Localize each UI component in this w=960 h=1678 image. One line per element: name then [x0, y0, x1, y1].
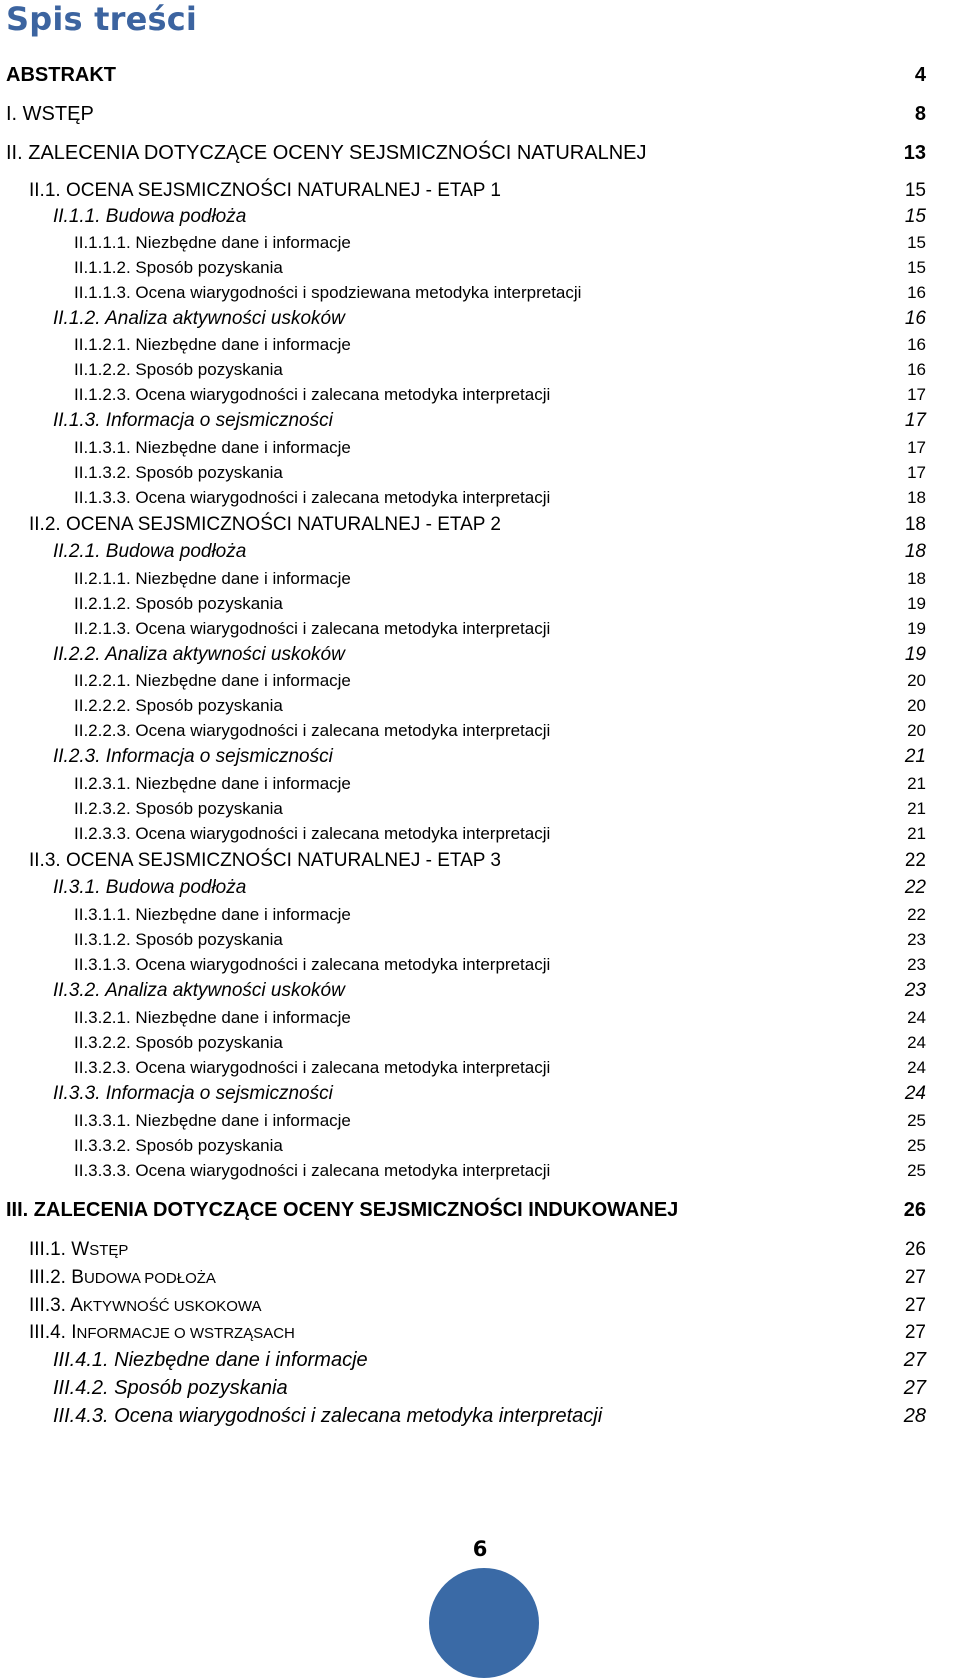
toc-entry-page: 25 [907, 1111, 926, 1130]
toc-entry-label: II.2.3. Informacja o sejsmiczności [53, 746, 333, 767]
toc-entry-page: 16 [907, 335, 926, 354]
toc-entry[interactable] [0, 1237, 960, 1263]
toc-entry-page: 17 [907, 385, 926, 404]
toc-entry-page: 16 [907, 360, 926, 379]
toc-entry[interactable] [0, 693, 960, 719]
toc-entry-label: II.2.1. Budowa podłoża [53, 541, 247, 562]
toc-entry-page: 23 [907, 930, 926, 949]
toc-entry[interactable] [0, 178, 960, 204]
toc-entry-page: 28 [903, 1404, 926, 1427]
toc-entry[interactable] [0, 718, 960, 744]
toc-entry-abstrakt[interactable] [0, 62, 960, 88]
toc-entry-rest: STĘP [89, 1242, 129, 1259]
toc-entry[interactable] [0, 1133, 960, 1159]
toc-entry-label: II.3.3.3. Ocena wiarygodności i zalecana metodyka interpretacji [74, 1161, 551, 1180]
toc-entry-page: 17 [904, 410, 926, 431]
toc-entry-page: 20 [907, 671, 926, 690]
toc-entry-page: 22 [907, 905, 926, 924]
toc-entry-page: 24 [904, 1083, 926, 1104]
toc-entry-page: 25 [907, 1161, 926, 1180]
toc-entry-page: 27 [903, 1376, 926, 1399]
toc-entry-label: II.1.3.3. Ocena wiarygodności i zalecana metodyka interpretacji [74, 488, 551, 507]
toc-entry-number: III.2. [29, 1267, 72, 1288]
toc-entry-page: 26 [903, 1198, 926, 1221]
toc-entry-initial: A [70, 1295, 83, 1316]
toc-entry-label: II.3.2.2. Sposób pozyskania [74, 1033, 283, 1052]
toc-entry[interactable] [0, 875, 960, 901]
toc-entry-label: II.2.2.1. Niezbędne dane i informacje [74, 671, 351, 690]
toc-entry-label [29, 1295, 262, 1317]
toc-entry-label: II.3.3.1. Niezbędne dane i informacje [74, 1111, 351, 1130]
toc-entry-label: II.3.1.1. Niezbędne dane i informacje [74, 905, 351, 924]
toc-entry[interactable] [0, 642, 960, 668]
toc-entry-wstep[interactable] [0, 101, 960, 127]
toc-entry[interactable] [0, 1347, 960, 1373]
toc-entry-label: II.3.2.1. Niezbędne dane i informacje [74, 1008, 351, 1027]
toc-entry-page: 27 [904, 1295, 926, 1316]
page-number: 6 [472, 1537, 488, 1561]
toc-entry-label: II.3.1.3. Ocena wiarygodności i zalecana metodyka interpretacji [74, 955, 551, 974]
toc-entry[interactable] [0, 978, 960, 1004]
toc-entry[interactable] [0, 1403, 960, 1429]
toc-entry[interactable] [0, 821, 960, 847]
toc-entry-label: II.1.1.3. Ocena wiarygodności i spodziewana metodyka interpretacji [74, 283, 582, 302]
toc-entry-page: 15 [904, 180, 926, 201]
toc-entry-page: 19 [907, 594, 926, 613]
toc-entry[interactable] [0, 668, 960, 694]
toc-entry-label: II.3.3. Informacja o sejsmiczności [53, 1083, 333, 1104]
toc-entry-initial: W [71, 1239, 90, 1260]
toc-entry-page: 4 [914, 63, 926, 86]
toc-entry-page: 26 [904, 1239, 926, 1260]
toc-entry[interactable] [0, 902, 960, 928]
toc-entry-page: 23 [907, 955, 926, 974]
toc-entry[interactable] [0, 616, 960, 642]
toc-entry-page: 20 [907, 721, 926, 740]
footer-decoration [429, 1568, 539, 1678]
toc-entry-label: II.1.2. Analiza aktywności uskoków [53, 308, 345, 329]
toc-entry[interactable] [0, 1055, 960, 1081]
toc-entry-page: 21 [907, 799, 926, 818]
toc-entry-label: II.1.3.2. Sposób pozyskania [74, 463, 283, 482]
toc-entry-number: III.4. [29, 1322, 72, 1343]
toc-entry[interactable] [0, 744, 960, 770]
toc-entry[interactable] [0, 1005, 960, 1031]
toc-entry-page: 16 [904, 308, 926, 329]
toc-entry-page: 27 [903, 1348, 926, 1371]
toc-entry-page: 16 [907, 283, 926, 302]
toc-entry[interactable] [0, 952, 960, 978]
toc-entry[interactable] [0, 591, 960, 617]
page-title: Spis treści [6, 0, 198, 38]
toc-entry-page: 23 [904, 980, 926, 1001]
toc-entry[interactable] [0, 848, 960, 874]
toc-entry-label: II.3.1. Budowa podłoża [53, 877, 247, 898]
toc-entry-label: II.1.1.2. Sposób pozyskania [74, 258, 283, 277]
toc-entry-label: II.1.2.3. Ocena wiarygodności i zalecana metodyka interpretacji [74, 385, 551, 404]
toc-entry-page: 27 [904, 1267, 926, 1288]
toc-entry-label: III.4.3. Ocena wiarygodności i zalecana metodyka interpretacji [53, 1404, 603, 1427]
toc-entry-label: III. ZALECENIA DOTYCZĄCE OCENY SEJSMICZNOŚCI INDUKOWANEJ [6, 1198, 679, 1221]
toc-entry-label: II.1.2.2. Sposób pozyskania [74, 360, 283, 379]
toc-entry-label: II.1.1.1. Niezbędne dane i informacje [74, 233, 351, 252]
toc-entry-page: 24 [907, 1008, 926, 1027]
toc-entry-rest: KTYWNOŚĆ USKOKOWA [82, 1298, 262, 1315]
toc-entry-label [29, 1267, 216, 1289]
toc-entry-label: II.2.1.2. Sposób pozyskania [74, 594, 283, 613]
toc-entry-rest: NFORMACJE O WSTRZĄSACH [76, 1325, 295, 1342]
toc-entry-label: II.1.3.1. Niezbędne dane i informacje [74, 438, 351, 457]
toc-entry-label: II.3.3.2. Sposób pozyskania [74, 1136, 283, 1155]
toc-entry-label: II.3.2. Analiza aktywności uskoków [53, 980, 345, 1001]
toc-entry[interactable] [0, 1320, 960, 1346]
toc-entry[interactable] [0, 771, 960, 797]
toc-entry-label: II.2.3.1. Niezbędne dane i informacje [74, 774, 351, 793]
toc-entry[interactable] [0, 357, 960, 383]
toc-entry[interactable] [0, 796, 960, 822]
toc-entry[interactable] [0, 1108, 960, 1134]
toc-entry-label: III.4.2. Sposób pozyskania [53, 1376, 288, 1399]
toc-entry[interactable] [0, 1375, 960, 1401]
toc-entry-label: II.2.3.2. Sposób pozyskania [74, 799, 283, 818]
toc-entry-label: II.3.1.2. Sposób pozyskania [74, 930, 283, 949]
toc-entry-page: 13 [903, 141, 926, 164]
toc-entry-label: II.2.2. Analiza aktywności uskoków [53, 644, 345, 665]
toc-entry[interactable] [0, 408, 960, 434]
toc-entry[interactable] [0, 306, 960, 332]
toc-entry-label: II.3. OCENA SEJSMICZNOŚCI NATURALNEJ - ETAP 3 [29, 850, 501, 871]
toc-entry-page: 18 [904, 514, 926, 535]
toc-entry-label: II.2.1.3. Ocena wiarygodności i zalecana metodyka interpretacji [74, 619, 551, 638]
toc-entry-label: II.2.1.1. Niezbędne dane i informacje [74, 569, 351, 588]
toc-entry[interactable] [0, 512, 960, 538]
toc-entry[interactable] [0, 1081, 960, 1107]
toc-entry-initial: I [71, 1322, 77, 1343]
toc-entry-page: 17 [907, 438, 926, 457]
toc-entry-initial: B [71, 1267, 84, 1288]
toc-entry-rest: UDOWA PODŁOŻA [83, 1270, 216, 1287]
toc-entry[interactable] [0, 332, 960, 358]
toc-entry-label: II.1.3. Informacja o sejsmiczności [53, 410, 333, 431]
toc-entry-page: 19 [904, 644, 926, 665]
toc-entry-page: 18 [907, 569, 926, 588]
toc-entry-label: II.2.3.3. Ocena wiarygodności i zalecana metodyka interpretacji [74, 824, 551, 843]
toc-entry-label: II.1. OCENA SEJSMICZNOŚCI NATURALNEJ - ETAP 1 [29, 180, 501, 201]
toc-entry-number: III.1. [29, 1239, 72, 1260]
toc-entry-page: 24 [907, 1058, 926, 1077]
toc-entry[interactable] [0, 435, 960, 461]
toc-entry-section-2[interactable] [0, 140, 960, 166]
toc-entry-page: 24 [907, 1033, 926, 1052]
toc-entry-page: 18 [907, 488, 926, 507]
toc-entry[interactable] [0, 204, 960, 230]
toc-entry[interactable] [0, 230, 960, 256]
toc-entry-page: 17 [907, 463, 926, 482]
toc-entry-label: ABSTRAKT [6, 63, 116, 86]
toc-entry-page: 25 [907, 1136, 926, 1155]
toc-entry[interactable] [0, 1158, 960, 1184]
toc-entry[interactable] [0, 1030, 960, 1056]
toc-entry-page: 22 [904, 850, 926, 871]
toc-entry-label [29, 1322, 295, 1344]
toc-entry-label: II.2.2.2. Sposób pozyskania [74, 696, 283, 715]
toc-entry-page: 19 [907, 619, 926, 638]
toc-entry-page: 20 [907, 696, 926, 715]
toc-entry[interactable] [0, 382, 960, 408]
toc-entry-page: 18 [904, 541, 926, 562]
toc-entry[interactable] [0, 485, 960, 511]
toc-entry-label: II.2. OCENA SEJSMICZNOŚCI NATURALNEJ - ETAP 2 [29, 514, 501, 535]
toc-entry-page: 21 [904, 746, 926, 767]
toc-entry[interactable] [0, 1293, 960, 1319]
toc-entry[interactable] [0, 255, 960, 281]
toc-entry[interactable] [0, 460, 960, 486]
toc-entry-label: I. WSTĘP [6, 102, 94, 125]
toc-entry-page: 15 [907, 258, 926, 277]
toc-entry-label: II.1.1. Budowa podłoża [53, 206, 247, 227]
toc-entry-label: II.1.2.1. Niezbędne dane i informacje [74, 335, 351, 354]
toc-entry[interactable] [0, 1265, 960, 1291]
toc-entry[interactable] [0, 280, 960, 306]
toc-entry-label: II.2.2.3. Ocena wiarygodności i zalecana metodyka interpretacji [74, 721, 551, 740]
toc-entry-page: 21 [907, 824, 926, 843]
toc-entry-page: 15 [907, 233, 926, 252]
toc-entry-label: II.3.2.3. Ocena wiarygodności i zalecana metodyka interpretacji [74, 1058, 551, 1077]
toc-entry-section-3[interactable] [0, 1197, 960, 1223]
toc-entry[interactable] [0, 927, 960, 953]
toc-entry-number: III.3. [29, 1295, 71, 1316]
toc-entry-page: 27 [904, 1322, 926, 1343]
toc-entry[interactable] [0, 566, 960, 592]
toc-entry-page: 22 [904, 877, 926, 898]
toc-entry-label: III.4.1. Niezbędne dane i informacje [53, 1348, 368, 1371]
toc-entry-label: II. ZALECENIA DOTYCZĄCE OCENY SEJSMICZNOŚCI NATURALNEJ [6, 141, 647, 164]
toc-entry-page: 21 [907, 774, 926, 793]
toc-entry[interactable] [0, 539, 960, 565]
toc-entry-label [29, 1239, 128, 1261]
toc-entry-page: 8 [914, 102, 926, 125]
toc-entry-page: 15 [904, 206, 926, 227]
